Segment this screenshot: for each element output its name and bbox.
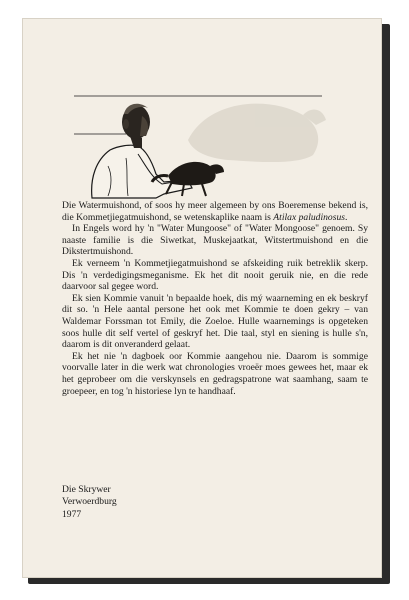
signature-place: Verwoerdburg — [62, 495, 117, 507]
book-page — [22, 18, 382, 578]
paragraph-1: Die Watermuishond, of soos hy meer algemeen by ons Boeremense bekend is, die Kommetjiegatmuishond, se wetenskaplike naam is Atilax paludinosus. — [62, 200, 368, 223]
signature-author: Die Skrywer — [62, 484, 111, 495]
signature-year: 1977 — [62, 509, 82, 521]
scientific-name: Atilax paludinosus — [273, 211, 345, 223]
faded-mongoose-sketch — [188, 104, 326, 162]
paragraph-2: In Engels word hy 'n "Water Mungoose" of "Water Mongoose" genoem. Sy naaste familie is die Siwetkat, Muskejaatkat, Witstertmuishond en die Dikstertmuishond. — [62, 223, 368, 258]
paragraph-3: Ek verneem 'n Kommetjiegatmuishond se afskeiding ruik betreklik skerp. Dis 'n verdedigingsmeganisme. Ek het dit nooit geruik nie, en die rede daarvoor sal gegee word. — [62, 257, 368, 293]
paragraph-4: Ek sien Kommie vanuit 'n bepaalde hoek, dis mý waarneming en ek beskryf dit so. 'n Hele aantal persone het ook met Kommie te doen gekry – van Waldemar Forssman tot Emily, die Zoeloe. Hulle waarnemings is opgeteken soos hulle dit self vertel of geskryf het. Die taal, styl en siening is hulle s'n, daarom is dit onveranderd gelaat. — [62, 292, 368, 351]
signature-block — [62, 484, 117, 521]
man-with-mongoose-illustration — [68, 70, 328, 200]
body-text — [62, 200, 368, 397]
paragraph-5: Ek het nie 'n dagboek oor Kommie aangehou nie. Daarom is sommige voorvalle later in die werk wat chronologies vroeër moes gewees het, maar ek het geprobeer om die verskynsels en gedragspatrone wat saamhang, saam te groepeer, en tog 'n historiese lyn te handhaaf. — [62, 350, 368, 397]
